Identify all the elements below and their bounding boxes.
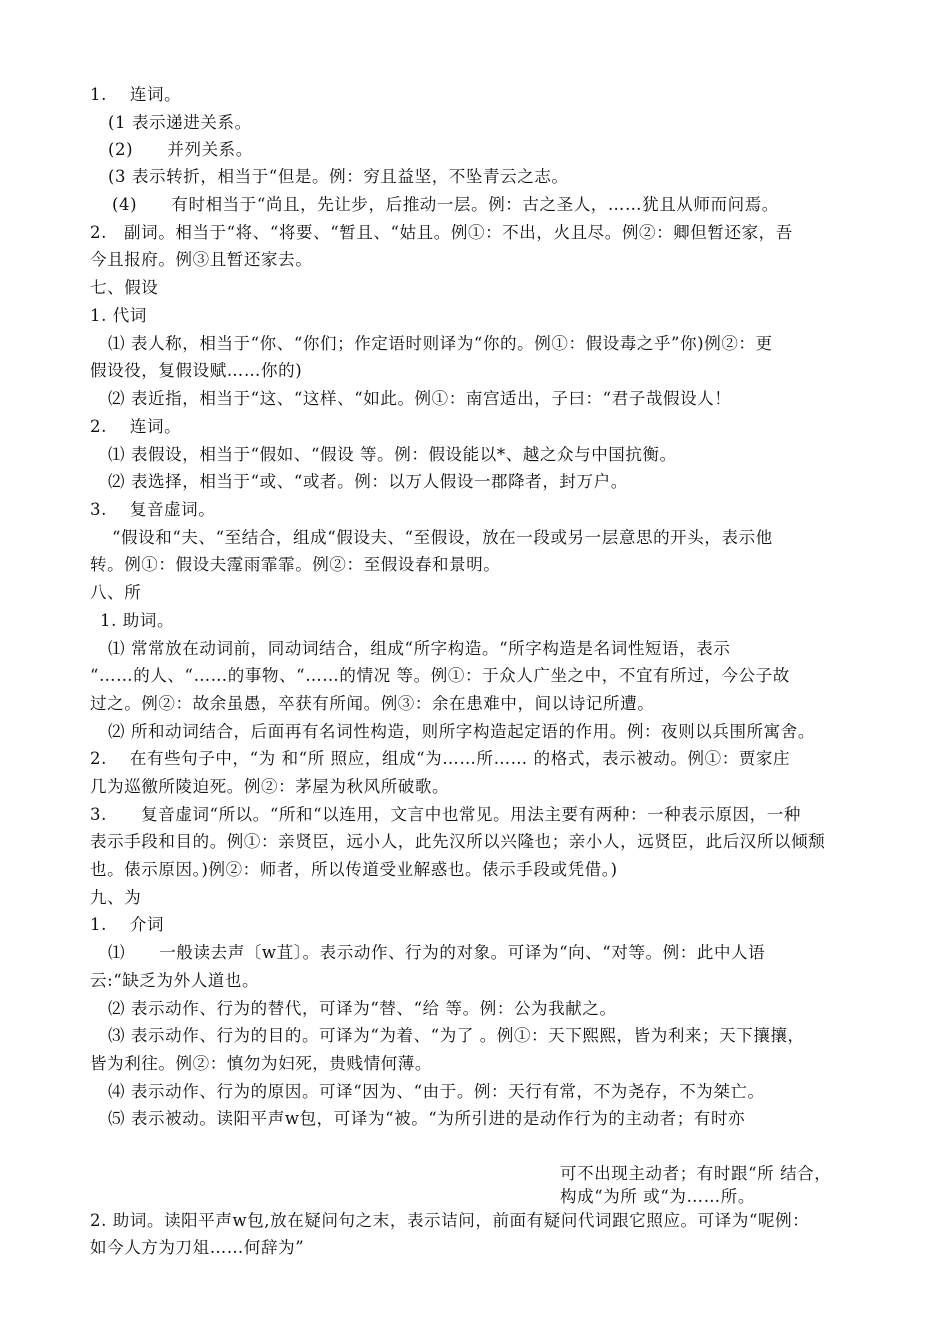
text-line: 3. 复音虚词“所以。“所和“以连用，文言中也常见。用法主要有两种：一种表示原因，一种 [90, 805, 801, 824]
text-line: 如今人方为刀俎……何辞为” [90, 1238, 305, 1257]
text-line: (1 表示递进关系。 [108, 113, 252, 132]
text-line: ⑵ 所和动词结合，后面再有名词性构造，则所字构造起定语的作用。例：夜则以兵围所寓舍。 [108, 722, 815, 741]
text-line: ⑶ 表示动作、行为的目的。可译为“为着、“为了 。例①：天下熙熙，皆为利来；天下攘攘， [108, 1026, 805, 1045]
text-line: 也。俵示原因。)例②：师者，所以传道受业解惑也。俵示手段或凭借。) [90, 860, 618, 879]
text-line: ⑴ 表人称，相当于“你、“你们；作定语时则译为“你的。例①：假设毒之乎”你)例②：更 [108, 334, 773, 353]
text-line: (3 表示转折，相当于“但是。例：穷且益坚，不坠青云之志。 [108, 167, 569, 186]
text-line: ⑴ 表假设，相当于“假如、“假设 等。例：假设能以*、越之众与中国抗衡。 [108, 445, 677, 464]
text-line: 表示手段和目的。例①：亲贤臣，远小人，此先汉所以兴隆也；亲小人，远贤臣，此后汉所以倾颓 [90, 832, 826, 851]
text-line: “假设和“夫、“至结合，组成“假设夫、“至假设，放在一段或另一层意思的开头，表示他 [112, 528, 773, 547]
text-line: 可不出现主动者；有时跟“所 结合， [560, 1164, 832, 1183]
text-line: ⑴ 一般读去声〔w苴〕。表示动作、行为的对象。可译为“向、“对等。例：此中人语 [108, 943, 766, 962]
text-line: ⑵ 表选择，相当于“或、“或者。例：以万人假设一郡降者，封万户。 [108, 472, 628, 491]
section-heading: 九、为 [90, 888, 142, 907]
text-line: 3. 复音虚词。 [90, 500, 216, 519]
section-heading: 八、所 [90, 583, 142, 602]
text-line: ⑵ 表示动作、行为的替代，可译为“替、“给 等。例：公为我献之。 [108, 999, 617, 1018]
text-line: ⑵ 表近指，相当于“这、“这样、“如此。例①：南宫适出，子曰：“君子哉假设人！ [108, 389, 732, 408]
text-line: 2. 副词。相当于“将、“将要、“暂且、“姑且。例①：不出，火且尽。例②：卿但暂还家，吾 [90, 223, 793, 242]
text-line: 今且报府。例③且暂还家去。 [90, 250, 313, 269]
text-line: ⑸ 表示被动。读阳平声w包，可译为“被。“为所引进的是动作行为的主动者；有时亦 [108, 1109, 746, 1128]
text-line: 2. 助词。读阳平声w包,放在疑问句之末，表示诘问，前面有疑问代词跟它照应。可译为“呢例： [90, 1211, 810, 1230]
text-line: 1. 介词 [90, 915, 165, 934]
text-line: 构成“为所 或“为……所。 [560, 1187, 755, 1206]
text-line: 几为巡徼所陵迫死。例②：茅屋为秋风所破歌。 [90, 777, 450, 796]
text-line: 1. 连词。 [90, 85, 182, 104]
text-line: 1. 助词。 [100, 611, 175, 630]
section-heading: 七、假设 [90, 278, 159, 297]
text-line: 假设役，复假设赋……你的) [90, 361, 303, 380]
text-line: ⑴ 常常放在动词前，同动词结合，组成“所字构造。“所字构造是名词性短语，表示 [108, 639, 731, 658]
text-line: (4) 有时相当于“尚且，先让步，后推动一层。例：古之圣人，……犹且从师而问焉。 [112, 195, 779, 214]
text-line: 1. 代词 [90, 306, 147, 325]
text-line: 皆为利往。例②：慎勿为妇死，贵贱情何薄。 [90, 1054, 432, 1073]
text-line: 云:“缺乏为外人道也。 [90, 971, 260, 990]
text-line: (2) 并列关系。 [108, 140, 253, 159]
text-line: “……的人、“……的事物、“……的情况 等。例①：于众人广坐之中，不宜有所过，今公子故 [90, 666, 790, 685]
text-line: ⑷ 表示动作、行为的原因。可译“因为、“由于。例：天行有常，不为尧存，不为桀亡。 [108, 1082, 765, 1101]
text-line: 过之。例②：故余虽愚，卒获有所闻。例③：余在患难中，间以诗记所遭。 [90, 694, 655, 713]
text-line: 转。例①：假设夫霪雨霏霏。例②：至假设春和景明。 [90, 555, 501, 574]
text-line: 2. 连词。 [90, 417, 182, 436]
text-line: 2. 在有些句子中，“为 和“所 照应，组成“为……所…… 的格式，表示被动。例①：贾家庄 [90, 749, 791, 768]
